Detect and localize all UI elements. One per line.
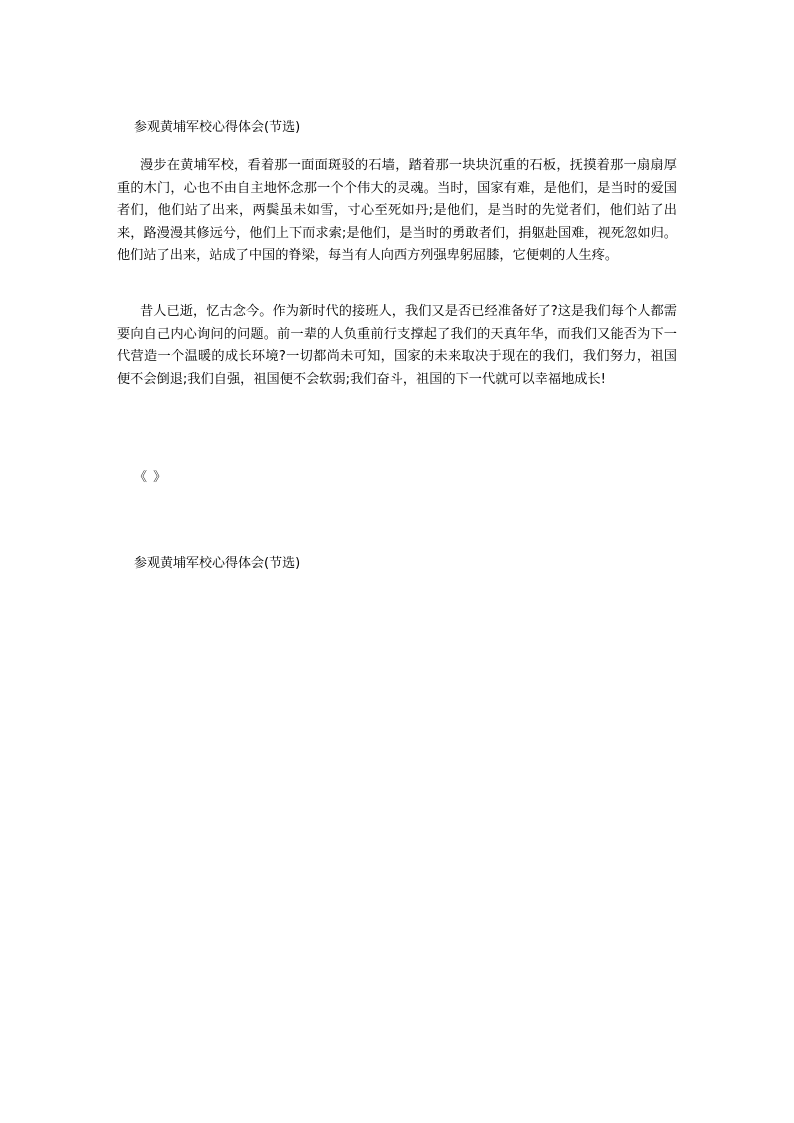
angle-quote-marks: 《 》 — [134, 470, 168, 485]
body-paragraph-1: 漫步在黄埔军校，看着那一面面斑驳的石墙，踏着那一块块沉重的石板，抚摸着那一扇扇厚重的木门，心也不由自主地怀念那一个个伟大的灵魂。当时，国家有难，是他们，是当时的爱国者们，他们站了出来，两鬓虽未如雪，寸心至死如丹;是他们，是当时的先觉者们，他们站了出来，路漫漫其修远兮，他们上下而求索;是他们，是当时的勇敢者们，捐躯赴国难，视死忽如归。他们站了出来，站成了中国的脊梁，每当有人向西方列强卑躬屈膝，它便刺的人生疼。 — [117, 158, 677, 263]
body-paragraph-2: 昔人已逝，忆古念今。作为新时代的接班人，我们又是否已经准备好了?这是我们每个人都需要向自己内心询问的问题。前一辈的人负重前行支撑起了我们的天真年华，而我们又能否为下一代营造一个温暖的成长环境?一切都尚未可知，国家的未来取决于现在的我们，我们努力，祖国便不会倒退;我们自强，祖国便不会软弱;我们奋斗，祖国的下一代就可以幸福地成长! — [117, 304, 677, 387]
document-title: 参观黄埔军校心得体会(节选) — [134, 120, 301, 135]
document-title-repeat: 参观黄埔军校心得体会(节选) — [134, 556, 301, 571]
